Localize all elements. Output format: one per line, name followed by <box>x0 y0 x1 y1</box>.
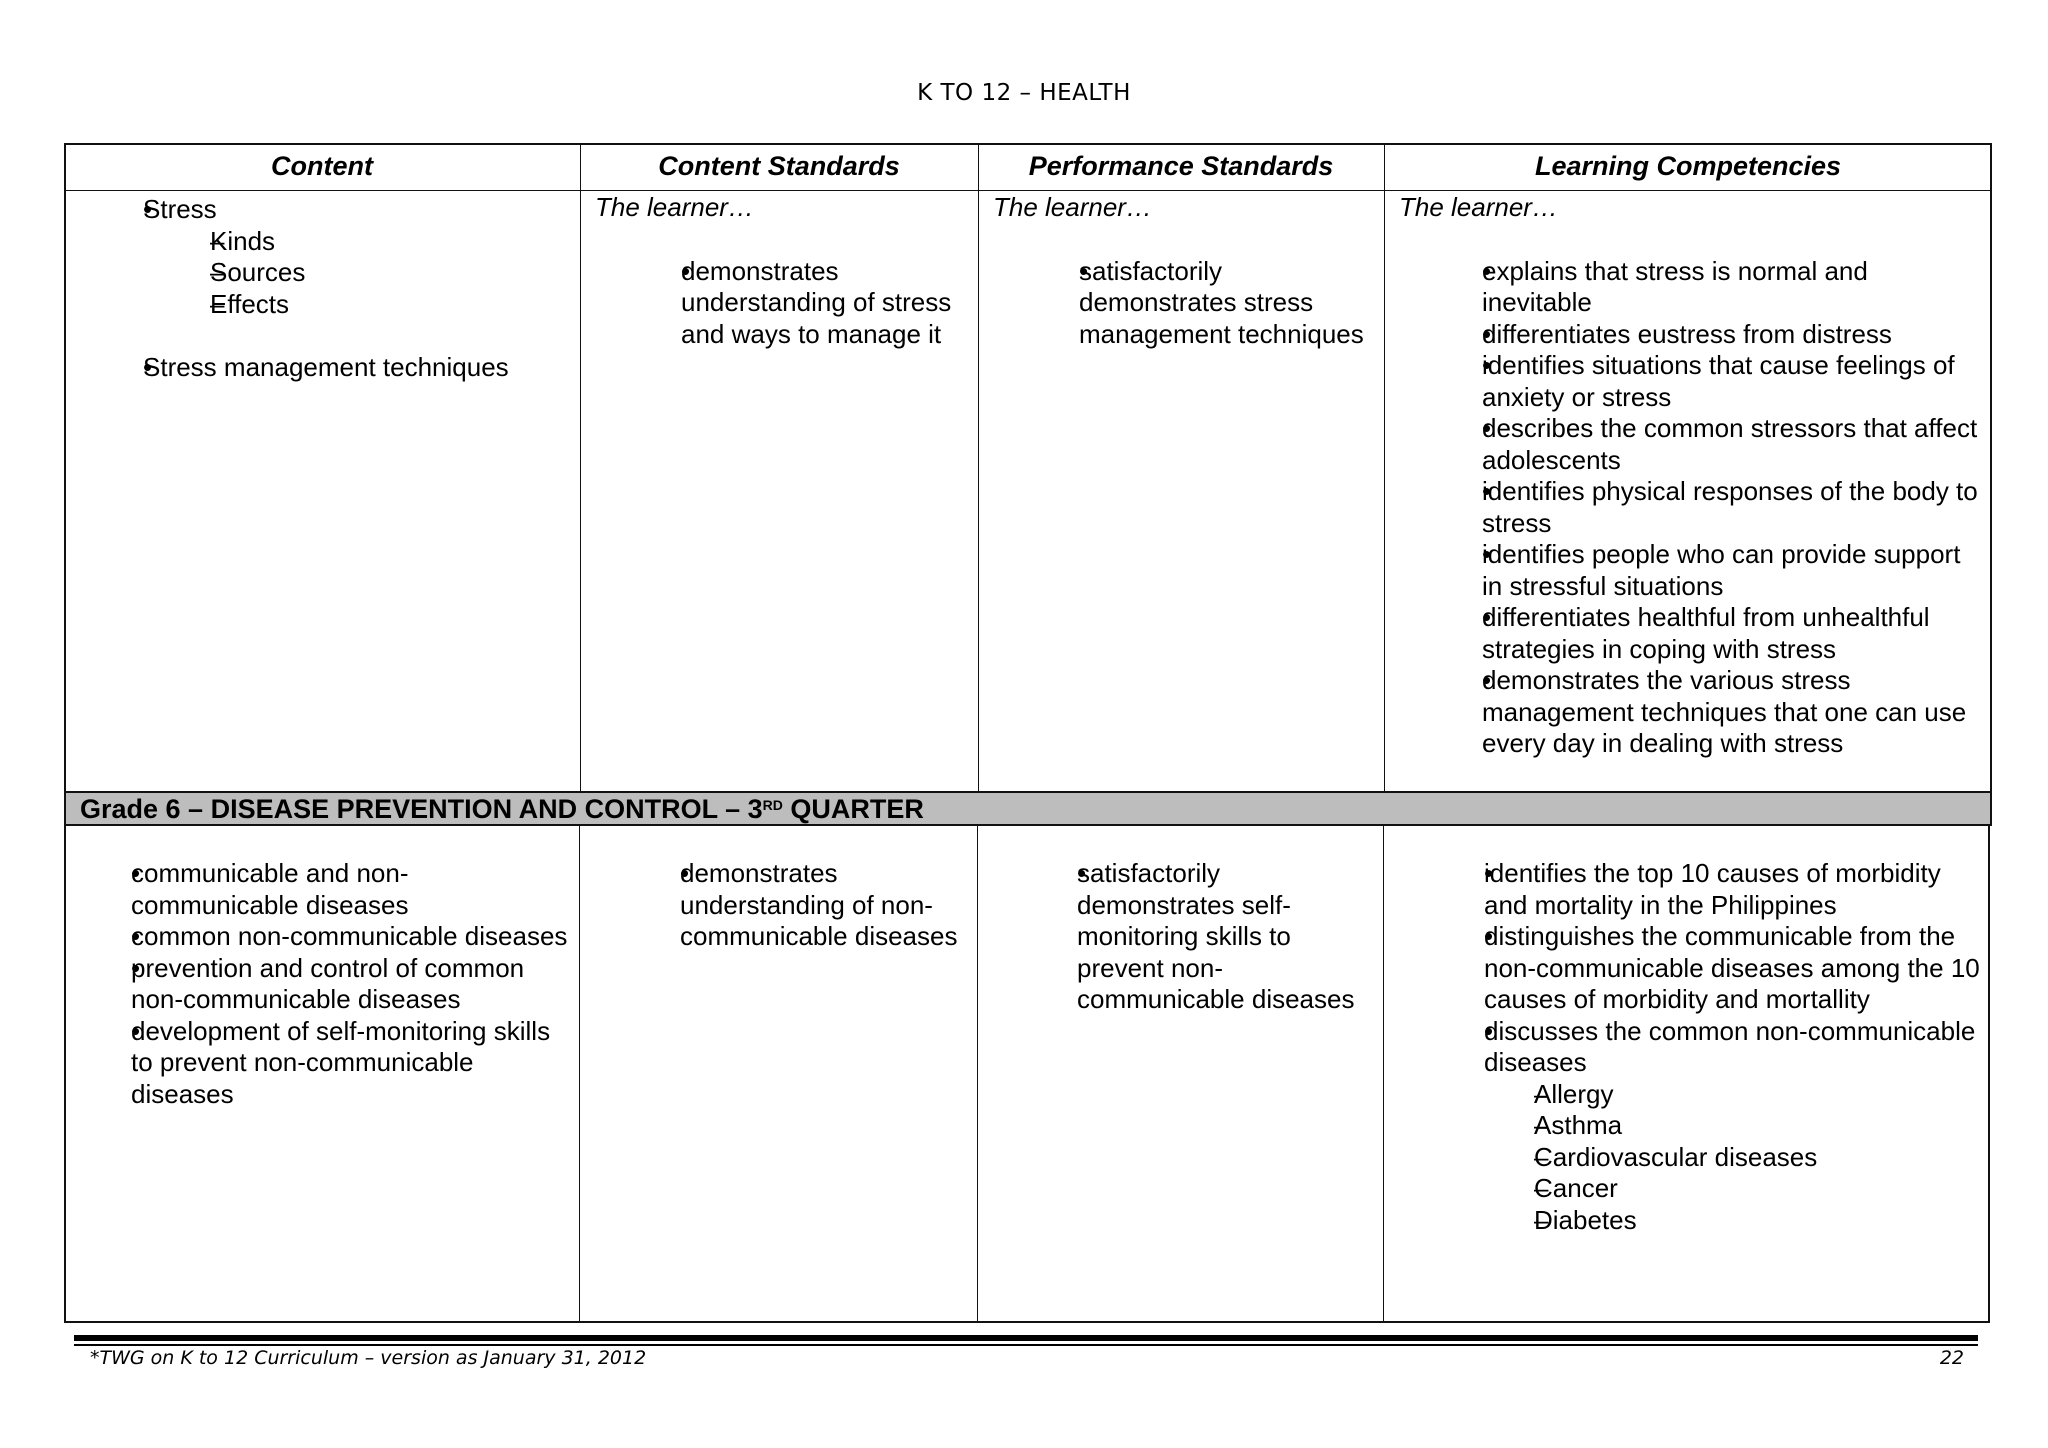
content-standard-item <box>635 858 960 953</box>
performance-standard-text: satisfactorily demonstrates self-monitoring skills to prevent non-communicable diseases <box>1077 858 1355 1014</box>
section2-performance-standards-cell <box>1032 858 1377 1016</box>
competency-text: identifies physical responses of the body to stress <box>1482 476 1978 538</box>
page-header-title: K TO 12 – HEALTH <box>917 80 1131 106</box>
grade-heading-prefix: Grade 6 – DISEASE PREVENTION AND CONTROL – 3 <box>80 794 763 824</box>
content-subitem-label: Effects <box>210 288 290 319</box>
content-item <box>100 1016 570 1111</box>
competency-item <box>1415 921 1985 1016</box>
learner-intro: The learner… <box>1399 192 1558 222</box>
competency-text: identifies the top 10 causes of morbidity and mortality in the Philippines <box>1484 858 1941 920</box>
disease-label: Allergy <box>1534 1078 1614 1109</box>
content-standard-item <box>635 256 970 351</box>
section1-performance-standards-cell <box>993 192 1373 350</box>
content-item-label: Stress <box>143 194 217 224</box>
column-header-content-standards: Content Standards <box>658 151 900 181</box>
performance-standard-item <box>1033 256 1373 351</box>
content-subitem <box>166 226 560 258</box>
competency-text: differentiates eustress from distress <box>1482 318 1892 349</box>
content-item <box>100 921 570 953</box>
learner-intro: The learner… <box>993 192 1152 222</box>
section2-content-standards-cell <box>635 858 960 953</box>
content-item-label: communicable and non-communicable diseases <box>131 858 409 920</box>
section1-content-standards-cell <box>595 192 970 350</box>
content-item <box>100 858 570 921</box>
section2-learning-competencies-cell <box>1415 858 1985 1236</box>
column-divider <box>978 145 979 791</box>
competency-text: distinguishes the communicable from the non-communicable diseases among the 10 causes of morbidity and mortallity <box>1484 921 1980 1014</box>
section1-content-cell <box>100 194 560 384</box>
content-item <box>100 953 570 1016</box>
competency-text: describes the common stressors that affect adolescents <box>1482 413 1978 475</box>
disease-label: Asthma <box>1534 1110 1623 1140</box>
content-item-label: common non-communicable diseases <box>131 921 568 951</box>
disease-label: Diabetes <box>1534 1204 1637 1235</box>
disease-subitem <box>1491 1173 1985 1205</box>
column-divider <box>1384 145 1385 791</box>
column-divider <box>977 826 978 1321</box>
content-item-stress <box>100 194 560 226</box>
footer-rule-thin <box>74 1344 1978 1346</box>
performance-standard-text: satisfactorily demonstrates stress management techniques <box>1079 255 1364 349</box>
competency-item <box>1415 350 1984 413</box>
column-header-learning-competencies: Learning Competencies <box>1534 151 1842 181</box>
footer-note: *TWG on K to 12 Curriculum – version as January 31, 2012 <box>90 1347 647 1369</box>
competency-text: identifies people who can provide support in stressful situations <box>1482 539 1961 601</box>
competency-item <box>1415 602 1984 665</box>
content-item-stress-management <box>100 352 560 384</box>
content-subitem <box>166 289 560 321</box>
content-subitem-label: Kinds <box>210 225 276 256</box>
section2-content-cell <box>100 858 570 1110</box>
competency-item <box>1415 413 1984 476</box>
grade-section-heading <box>64 793 1992 826</box>
competency-text: explains that stress is normal and inevitable <box>1482 255 1868 317</box>
competency-text: discusses the common non-communicable diseases <box>1484 1015 1976 1077</box>
grade-heading-superscript: RD <box>762 797 783 813</box>
disease-label: Cardiovascular diseases <box>1534 1141 1818 1172</box>
disease-subitem <box>1491 1110 1985 1142</box>
footer-rule-thick <box>74 1335 1978 1341</box>
competency-item <box>1415 319 1984 351</box>
section1-learning-competencies-cell <box>1399 192 1984 760</box>
disease-subitem <box>1491 1205 1985 1237</box>
competency-text: identifies situations that cause feelings of anxiety or stress <box>1482 350 1955 412</box>
performance-standard-item <box>1032 858 1377 1016</box>
content-item-label: development of self-monitoring skills to prevent non-communicable diseases <box>131 1015 551 1109</box>
competency-item <box>1415 539 1984 602</box>
grade-heading-suffix: QUARTER <box>782 794 924 824</box>
competency-item <box>1415 858 1985 921</box>
column-divider <box>580 145 581 791</box>
column-header-performance-standards: Performance Standards <box>1028 151 1334 181</box>
content-item-label: Stress management techniques <box>143 352 509 382</box>
disease-subitem <box>1491 1142 1985 1174</box>
disease-label: Cancer <box>1534 1173 1618 1203</box>
disease-subitem <box>1491 1079 1985 1111</box>
content-subitem <box>166 257 560 289</box>
competency-text: demonstrates the various stress management techniques that one can use every day in dealing with stress <box>1482 665 1967 758</box>
column-header-content: Content <box>271 151 373 181</box>
competency-item <box>1415 665 1984 760</box>
content-item-label: prevention and control of common non-communicable diseases <box>131 952 525 1014</box>
page-number: 22 <box>1939 1347 1964 1369</box>
competency-text: differentiates healthful from unhealthful strategies in coping with stress <box>1482 602 1930 664</box>
competency-item <box>1415 1016 1985 1079</box>
learner-intro: The learner… <box>595 192 754 222</box>
competency-item <box>1415 256 1984 319</box>
header-divider <box>66 190 1990 191</box>
content-subitem-label: Sources <box>210 257 306 287</box>
competency-item <box>1415 476 1984 539</box>
content-standard-text: demonstrates understanding of non-communicable diseases <box>680 858 958 951</box>
content-standard-text: demonstrates understanding of stress and ways to manage it <box>681 255 952 349</box>
column-divider <box>579 826 580 1321</box>
column-divider <box>1383 826 1384 1321</box>
